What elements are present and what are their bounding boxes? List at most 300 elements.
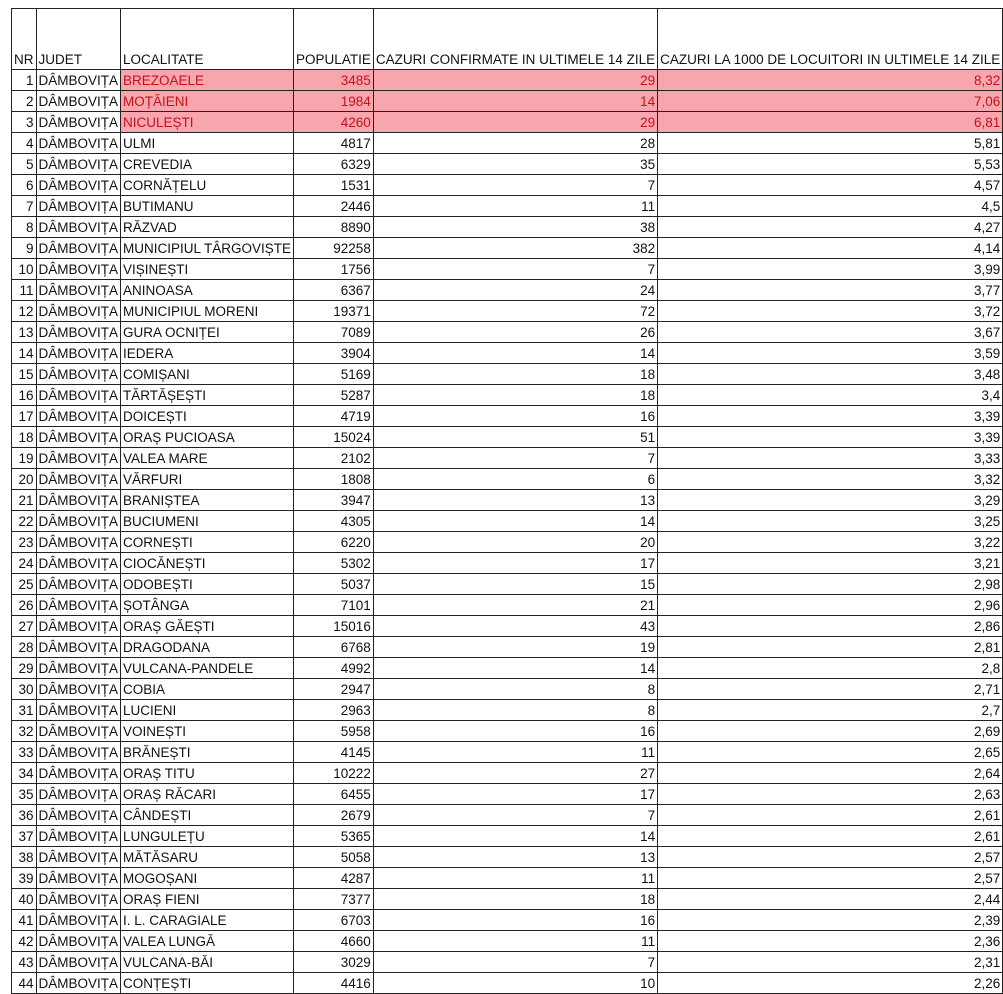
cell-rata: 2,36 <box>658 931 1003 952</box>
cell-judet: DÂMBOVIȚA <box>36 196 121 217</box>
cell-nr: 42 <box>12 931 37 952</box>
cell-populatie: 2963 <box>294 700 374 721</box>
cell-populatie: 4287 <box>294 868 374 889</box>
cell-judet: DÂMBOVIȚA <box>36 427 121 448</box>
cell-nr: 31 <box>12 700 37 721</box>
cell-judet: DÂMBOVIȚA <box>36 637 121 658</box>
cell-judet: DÂMBOVIȚA <box>36 952 121 973</box>
table-row <box>12 91 1003 112</box>
cell-judet: DÂMBOVIȚA <box>36 490 121 511</box>
cell-cazuri: 13 <box>373 490 657 511</box>
cell-rata: 8,32 <box>658 70 1003 91</box>
cell-judet: DÂMBOVIȚA <box>36 406 121 427</box>
table-row <box>12 595 1003 616</box>
cell-localitate: BRĂNEȘTI <box>121 742 294 763</box>
cell-judet: DÂMBOVIȚA <box>36 826 121 847</box>
table-row <box>12 511 1003 532</box>
cell-nr: 36 <box>12 805 37 826</box>
cell-localitate: LUCIENI <box>121 700 294 721</box>
cell-cazuri: 14 <box>373 826 657 847</box>
cell-localitate: COBIA <box>121 679 294 700</box>
cell-judet: DÂMBOVIȚA <box>36 973 121 994</box>
table-row <box>12 343 1003 364</box>
cell-localitate: LUNGULEȚU <box>121 826 294 847</box>
cell-cazuri: 72 <box>373 301 657 322</box>
table-row <box>12 469 1003 490</box>
cell-populatie: 6455 <box>294 784 374 805</box>
cell-cazuri: 7 <box>373 448 657 469</box>
cell-cazuri: 19 <box>373 637 657 658</box>
cell-localitate: I. L. CARAGIALE <box>121 910 294 931</box>
cell-cazuri: 17 <box>373 784 657 805</box>
cell-rata: 3,59 <box>658 343 1003 364</box>
cell-judet: DÂMBOVIȚA <box>36 511 121 532</box>
header-populatie: POPULATIE <box>294 9 374 70</box>
cell-populatie: 5958 <box>294 721 374 742</box>
cell-judet: DÂMBOVIȚA <box>36 784 121 805</box>
cell-rata: 2,57 <box>658 868 1003 889</box>
cell-localitate: VĂRFURI <box>121 469 294 490</box>
cell-judet: DÂMBOVIȚA <box>36 238 121 259</box>
cell-nr: 22 <box>12 511 37 532</box>
cell-populatie: 3029 <box>294 952 374 973</box>
cell-rata: 3,25 <box>658 511 1003 532</box>
cell-judet: DÂMBOVIȚA <box>36 595 121 616</box>
cell-cazuri: 11 <box>373 742 657 763</box>
table-row <box>12 763 1003 784</box>
cell-populatie: 3485 <box>294 70 374 91</box>
table-row <box>12 847 1003 868</box>
cell-judet: DÂMBOVIȚA <box>36 763 121 784</box>
cell-judet: DÂMBOVIȚA <box>36 931 121 952</box>
cell-rata: 2,86 <box>658 616 1003 637</box>
cell-populatie: 5287 <box>294 385 374 406</box>
cell-cazuri: 7 <box>373 259 657 280</box>
cell-judet: DÂMBOVIȚA <box>36 343 121 364</box>
header-rata: CAZURI LA 1000 DE LOCUITORI IN ULTIMELE 14 ZILE <box>658 9 1003 70</box>
cell-judet: DÂMBOVIȚA <box>36 679 121 700</box>
cell-rata: 4,27 <box>658 217 1003 238</box>
cell-rata: 5,81 <box>658 133 1003 154</box>
cell-nr: 5 <box>12 154 37 175</box>
cell-nr: 24 <box>12 553 37 574</box>
cell-nr: 1 <box>12 70 37 91</box>
cell-nr: 39 <box>12 868 37 889</box>
cell-rata: 3,67 <box>658 322 1003 343</box>
cell-localitate: ORAȘ PUCIOASA <box>121 427 294 448</box>
table-row <box>12 574 1003 595</box>
cell-rata: 2,61 <box>658 805 1003 826</box>
cell-nr: 4 <box>12 133 37 154</box>
cell-nr: 11 <box>12 280 37 301</box>
cell-localitate: VALEA LUNGĂ <box>121 931 294 952</box>
table-row <box>12 784 1003 805</box>
cell-populatie: 5037 <box>294 574 374 595</box>
cell-cazuri: 16 <box>373 910 657 931</box>
cell-cazuri: 14 <box>373 343 657 364</box>
cell-rata: 3,22 <box>658 532 1003 553</box>
cell-rata: 3,48 <box>658 364 1003 385</box>
cell-localitate: ODOBEȘTI <box>121 574 294 595</box>
cell-nr: 13 <box>12 322 37 343</box>
table-row <box>12 700 1003 721</box>
cell-cazuri: 14 <box>373 91 657 112</box>
header-nr: NR <box>12 9 37 70</box>
cell-rata: 3,77 <box>658 280 1003 301</box>
table-row <box>12 658 1003 679</box>
table-row <box>12 238 1003 259</box>
cell-nr: 27 <box>12 616 37 637</box>
cell-localitate: RĂZVAD <box>121 217 294 238</box>
cell-nr: 29 <box>12 658 37 679</box>
cell-nr: 35 <box>12 784 37 805</box>
cell-populatie: 4145 <box>294 742 374 763</box>
cell-cazuri: 18 <box>373 385 657 406</box>
cell-cazuri: 51 <box>373 427 657 448</box>
cell-rata: 7,06 <box>658 91 1003 112</box>
cell-populatie: 4416 <box>294 973 374 994</box>
cell-localitate: ANINOASA <box>121 280 294 301</box>
cell-judet: DÂMBOVIȚA <box>36 469 121 490</box>
cell-localitate: CÂNDEȘTI <box>121 805 294 826</box>
cell-cazuri: 14 <box>373 511 657 532</box>
cell-judet: DÂMBOVIȚA <box>36 532 121 553</box>
cell-nr: 14 <box>12 343 37 364</box>
cell-rata: 2,65 <box>658 742 1003 763</box>
cell-judet: DÂMBOVIȚA <box>36 700 121 721</box>
cell-populatie: 8890 <box>294 217 374 238</box>
cell-populatie: 10222 <box>294 763 374 784</box>
table-row <box>12 217 1003 238</box>
cell-nr: 43 <box>12 952 37 973</box>
header-localitate: LOCALITATE <box>121 9 294 70</box>
cell-rata: 5,53 <box>658 154 1003 175</box>
cell-cazuri: 38 <box>373 217 657 238</box>
cell-localitate: BREZOAELE <box>121 70 294 91</box>
cell-judet: DÂMBOVIȚA <box>36 889 121 910</box>
table-row <box>12 973 1003 994</box>
cell-judet: DÂMBOVIȚA <box>36 175 121 196</box>
cell-cazuri: 14 <box>373 658 657 679</box>
cell-cazuri: 35 <box>373 154 657 175</box>
cell-nr: 3 <box>12 112 37 133</box>
cell-localitate: ȘOTÂNGA <box>121 595 294 616</box>
cell-populatie: 6220 <box>294 532 374 553</box>
cell-nr: 37 <box>12 826 37 847</box>
cell-populatie: 4305 <box>294 511 374 532</box>
header-judet: JUDET <box>36 9 121 70</box>
cell-localitate: CORNEȘTI <box>121 532 294 553</box>
cell-rata: 2,26 <box>658 973 1003 994</box>
cell-rata: 2,61 <box>658 826 1003 847</box>
cell-cazuri: 28 <box>373 133 657 154</box>
table-row <box>12 70 1003 91</box>
cell-localitate: NICULEȘTI <box>121 112 294 133</box>
table-row <box>12 742 1003 763</box>
cell-nr: 26 <box>12 595 37 616</box>
cell-judet: DÂMBOVIȚA <box>36 91 121 112</box>
cell-nr: 16 <box>12 385 37 406</box>
cell-nr: 9 <box>12 238 37 259</box>
cell-populatie: 7377 <box>294 889 374 910</box>
cell-cazuri: 21 <box>373 595 657 616</box>
cell-populatie: 5058 <box>294 847 374 868</box>
cell-cazuri: 20 <box>373 532 657 553</box>
cell-judet: DÂMBOVIȚA <box>36 133 121 154</box>
cell-nr: 8 <box>12 217 37 238</box>
cell-localitate: CORNĂȚELU <box>121 175 294 196</box>
cell-populatie: 4719 <box>294 406 374 427</box>
cell-populatie: 3947 <box>294 490 374 511</box>
cell-rata: 3,99 <box>658 259 1003 280</box>
cell-localitate: VIȘINEȘTI <box>121 259 294 280</box>
cell-localitate: COMIȘANI <box>121 364 294 385</box>
cell-rata: 2,39 <box>658 910 1003 931</box>
table-row <box>12 112 1003 133</box>
cell-judet: DÂMBOVIȚA <box>36 805 121 826</box>
cell-nr: 41 <box>12 910 37 931</box>
cell-rata: 2,71 <box>658 679 1003 700</box>
cell-judet: DÂMBOVIȚA <box>36 868 121 889</box>
table-row <box>12 364 1003 385</box>
cell-nr: 20 <box>12 469 37 490</box>
cell-judet: DÂMBOVIȚA <box>36 301 121 322</box>
cell-cazuri: 29 <box>373 70 657 91</box>
table-row <box>12 868 1003 889</box>
cell-rata: 2,69 <box>658 721 1003 742</box>
cell-populatie: 1756 <box>294 259 374 280</box>
cell-judet: DÂMBOVIȚA <box>36 910 121 931</box>
cell-populatie: 92258 <box>294 238 374 259</box>
cell-populatie: 2679 <box>294 805 374 826</box>
table-row <box>12 826 1003 847</box>
cell-nr: 32 <box>12 721 37 742</box>
cell-populatie: 7089 <box>294 322 374 343</box>
cell-judet: DÂMBOVIȚA <box>36 616 121 637</box>
cell-localitate: BUCIUMENI <box>121 511 294 532</box>
cell-localitate: ORAȘ FIENI <box>121 889 294 910</box>
table-row <box>12 721 1003 742</box>
cell-cazuri: 29 <box>373 112 657 133</box>
cell-rata: 3,39 <box>658 427 1003 448</box>
table-row <box>12 259 1003 280</box>
cell-cazuri: 10 <box>373 973 657 994</box>
cell-localitate: TĂRTĂȘEȘTI <box>121 385 294 406</box>
header-row <box>12 9 1003 70</box>
table-row <box>12 889 1003 910</box>
cell-populatie: 4660 <box>294 931 374 952</box>
covid-incidence-table <box>11 8 1003 994</box>
cell-localitate: VULCANA-PANDELE <box>121 658 294 679</box>
table-row <box>12 280 1003 301</box>
cell-localitate: VOINEȘTI <box>121 721 294 742</box>
cell-nr: 2 <box>12 91 37 112</box>
cell-nr: 10 <box>12 259 37 280</box>
cell-cazuri: 11 <box>373 196 657 217</box>
table-row <box>12 616 1003 637</box>
cell-populatie: 6703 <box>294 910 374 931</box>
cell-localitate: ORAȘ RĂCARI <box>121 784 294 805</box>
cell-cazuri: 24 <box>373 280 657 301</box>
cell-localitate: BUTIMANU <box>121 196 294 217</box>
cell-cazuri: 7 <box>373 175 657 196</box>
cell-populatie: 5169 <box>294 364 374 385</box>
cell-cazuri: 11 <box>373 868 657 889</box>
table-body <box>12 70 1003 994</box>
table-row <box>12 154 1003 175</box>
cell-rata: 3,39 <box>658 406 1003 427</box>
cell-rata: 6,81 <box>658 112 1003 133</box>
cell-localitate: VALEA MARE <box>121 448 294 469</box>
table-row <box>12 133 1003 154</box>
cell-judet: DÂMBOVIȚA <box>36 112 121 133</box>
cell-populatie: 2102 <box>294 448 374 469</box>
cell-judet: DÂMBOVIȚA <box>36 721 121 742</box>
table-row <box>12 952 1003 973</box>
cell-localitate: MUNICIPIUL TÂRGOVIȘTE <box>121 238 294 259</box>
cell-populatie: 15016 <box>294 616 374 637</box>
cell-localitate: CREVEDIA <box>121 154 294 175</box>
cell-rata: 4,5 <box>658 196 1003 217</box>
cell-localitate: GURA OCNIȚEI <box>121 322 294 343</box>
cell-localitate: MĂTĂSARU <box>121 847 294 868</box>
cell-cazuri: 43 <box>373 616 657 637</box>
cell-rata: 4,57 <box>658 175 1003 196</box>
cell-judet: DÂMBOVIȚA <box>36 364 121 385</box>
cell-populatie: 4817 <box>294 133 374 154</box>
cell-localitate: MOȚĂIENI <box>121 91 294 112</box>
cell-localitate: ORAȘ GĂEȘTI <box>121 616 294 637</box>
cell-judet: DÂMBOVIȚA <box>36 574 121 595</box>
table-row <box>12 553 1003 574</box>
cell-populatie: 3904 <box>294 343 374 364</box>
table-row <box>12 931 1003 952</box>
cell-nr: 25 <box>12 574 37 595</box>
cell-rata: 2,7 <box>658 700 1003 721</box>
cell-cazuri: 8 <box>373 700 657 721</box>
cell-cazuri: 13 <box>373 847 657 868</box>
cell-localitate: MUNICIPIUL MORENI <box>121 301 294 322</box>
cell-nr: 34 <box>12 763 37 784</box>
cell-cazuri: 7 <box>373 952 657 973</box>
table-row <box>12 679 1003 700</box>
table-row <box>12 175 1003 196</box>
cell-cazuri: 26 <box>373 322 657 343</box>
cell-cazuri: 16 <box>373 721 657 742</box>
cell-judet: DÂMBOVIȚA <box>36 154 121 175</box>
table-row <box>12 805 1003 826</box>
table-row <box>12 910 1003 931</box>
cell-populatie: 4992 <box>294 658 374 679</box>
table-row <box>12 427 1003 448</box>
cell-nr: 12 <box>12 301 37 322</box>
header-cazuri: CAZURI CONFIRMATE IN ULTIMELE 14 ZILE <box>373 9 657 70</box>
cell-cazuri: 7 <box>373 805 657 826</box>
cell-populatie: 6329 <box>294 154 374 175</box>
cell-localitate: MOGOȘANI <box>121 868 294 889</box>
cell-localitate: DOICEȘTI <box>121 406 294 427</box>
cell-rata: 2,96 <box>658 595 1003 616</box>
cell-cazuri: 17 <box>373 553 657 574</box>
table-row <box>12 406 1003 427</box>
cell-judet: DÂMBOVIȚA <box>36 259 121 280</box>
cell-judet: DÂMBOVIȚA <box>36 553 121 574</box>
table-row <box>12 448 1003 469</box>
cell-populatie: 1531 <box>294 175 374 196</box>
cell-rata: 3,33 <box>658 448 1003 469</box>
cell-judet: DÂMBOVIȚA <box>36 385 121 406</box>
cell-populatie: 19371 <box>294 301 374 322</box>
cell-judet: DÂMBOVIȚA <box>36 217 121 238</box>
table-row <box>12 490 1003 511</box>
cell-localitate: BRANIȘTEA <box>121 490 294 511</box>
cell-populatie: 2446 <box>294 196 374 217</box>
cell-localitate: CIOCĂNEȘTI <box>121 553 294 574</box>
cell-nr: 30 <box>12 679 37 700</box>
cell-cazuri: 15 <box>373 574 657 595</box>
cell-rata: 2,63 <box>658 784 1003 805</box>
cell-nr: 28 <box>12 637 37 658</box>
cell-populatie: 7101 <box>294 595 374 616</box>
cell-cazuri: 18 <box>373 364 657 385</box>
cell-nr: 38 <box>12 847 37 868</box>
table-row <box>12 637 1003 658</box>
cell-rata: 2,64 <box>658 763 1003 784</box>
cell-populatie: 2947 <box>294 679 374 700</box>
cell-cazuri: 11 <box>373 931 657 952</box>
cell-rata: 2,98 <box>658 574 1003 595</box>
cell-populatie: 1984 <box>294 91 374 112</box>
cell-cazuri: 6 <box>373 469 657 490</box>
cell-populatie: 5365 <box>294 826 374 847</box>
cell-localitate: CONȚEȘTI <box>121 973 294 994</box>
cell-judet: DÂMBOVIȚA <box>36 280 121 301</box>
cell-rata: 3,21 <box>658 553 1003 574</box>
cell-judet: DÂMBOVIȚA <box>36 658 121 679</box>
cell-cazuri: 8 <box>373 679 657 700</box>
cell-rata: 3,72 <box>658 301 1003 322</box>
table-row <box>12 532 1003 553</box>
cell-rata: 2,81 <box>658 637 1003 658</box>
cell-nr: 17 <box>12 406 37 427</box>
cell-localitate: IEDERA <box>121 343 294 364</box>
cell-populatie: 6768 <box>294 637 374 658</box>
cell-rata: 2,57 <box>658 847 1003 868</box>
cell-localitate: ULMI <box>121 133 294 154</box>
cell-localitate: VULCANA-BĂI <box>121 952 294 973</box>
cell-rata: 2,44 <box>658 889 1003 910</box>
cell-rata: 2,31 <box>658 952 1003 973</box>
cell-populatie: 4260 <box>294 112 374 133</box>
cell-judet: DÂMBOVIȚA <box>36 742 121 763</box>
cell-cazuri: 27 <box>373 763 657 784</box>
table-row <box>12 196 1003 217</box>
cell-rata: 3,29 <box>658 490 1003 511</box>
cell-populatie: 6367 <box>294 280 374 301</box>
cell-judet: DÂMBOVIȚA <box>36 322 121 343</box>
cell-rata: 2,8 <box>658 658 1003 679</box>
cell-nr: 6 <box>12 175 37 196</box>
cell-cazuri: 18 <box>373 889 657 910</box>
cell-nr: 40 <box>12 889 37 910</box>
cell-localitate: DRAGODANA <box>121 637 294 658</box>
cell-populatie: 1808 <box>294 469 374 490</box>
cell-localitate: ORAȘ TITU <box>121 763 294 784</box>
cell-populatie: 5302 <box>294 553 374 574</box>
table-row <box>12 322 1003 343</box>
cell-judet: DÂMBOVIȚA <box>36 847 121 868</box>
cell-nr: 21 <box>12 490 37 511</box>
